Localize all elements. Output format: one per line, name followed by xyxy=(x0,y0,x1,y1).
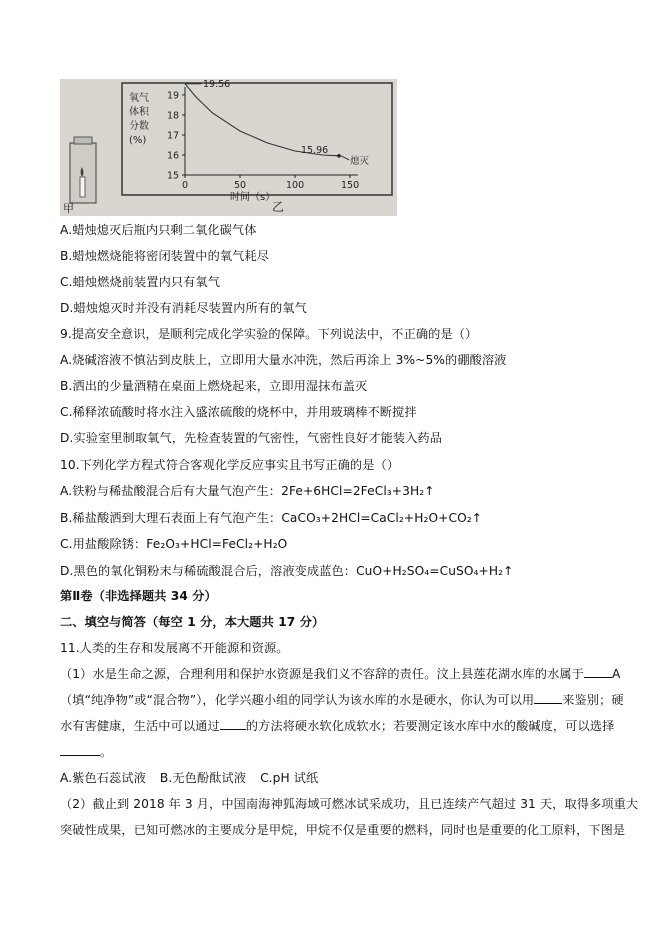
extinguish-leader xyxy=(341,156,349,160)
q10-option-c: C.用盐酸除锈：Fe₂O₃+HCl=FeCl₂+H₂O xyxy=(60,537,288,551)
blank-3[interactable] xyxy=(220,717,246,730)
chart-layer xyxy=(129,79,370,203)
q11-p1-line3 xyxy=(60,717,614,735)
y-tick-label: 19 xyxy=(167,90,180,102)
end-value-label: 15.96 xyxy=(301,144,329,156)
x-tick-label: 0 xyxy=(182,180,189,191)
x-tick-label: 150 xyxy=(341,180,360,191)
blank-2[interactable] xyxy=(534,691,562,704)
y-tick-label: 16 xyxy=(167,150,180,162)
q9-stem: 9.提高安全意识，是顺利完成化学实验的保障。下列说法中，不正确的是（） xyxy=(60,327,478,341)
q11-option-c: C.pH 试纸 xyxy=(260,771,319,785)
q11-p1-line3-a: 水有害健康，生活中可以通过 xyxy=(60,719,220,733)
q9-option-c: C.稀释浓硫酸时将水注入盛浓硫酸的烧杯中，并用玻璃棒不断搅拌 xyxy=(60,405,417,419)
q11-p2-line1: （2）截止到 2018 年 3 月，中国南海神狐海域可燃冰试采成功，且已连续产气超过 31 天，取得多项重大 xyxy=(60,797,639,811)
q9-option-b: B.洒出的少量酒精在桌面上燃烧起来，立即用湿抹布盖灭 xyxy=(60,379,368,393)
q8-option-d: D.蜡烛熄灭时并没有消耗尽装置内所有的氧气 xyxy=(60,301,307,315)
q11-options xyxy=(60,769,328,787)
q11-p1-line4 xyxy=(60,743,112,761)
x-axis-label: 时间（s） xyxy=(230,192,276,203)
q11-p1-line2-a: （填“纯净物”或“混合物”），化学兴趣小组的同学认为该水库的水是硬水，你认为可以用 xyxy=(60,693,535,707)
q10-option-d: D.黑色的氧化铜粉末与稀硫酸混合后，溶液变成蓝色：CuO+H₂SO₄=CuSO₄+H₂↑ xyxy=(60,564,514,578)
section2-title: 二、填空与简答（每空 1 分，本大题共 17 分） xyxy=(60,615,325,629)
q11-p1-line4-end: 。 xyxy=(100,745,113,759)
q10-option-a: A.铁粉与稀盐酸混合后有大量气泡产生：2Fe+6HCl=2FeCl₃+3H₂↑ xyxy=(60,484,435,498)
experiment-figure xyxy=(60,79,397,216)
extinguish-label: 熄灭 xyxy=(350,155,370,167)
q11-p1-line2 xyxy=(60,691,624,709)
q11-p1-line1-text: （1）水是生命之源，合理利用和保护水资源是我们义不容辞的责任。汶上县莲花湖水库的水属于 xyxy=(60,667,584,681)
y-axis-label-line: 氧气 xyxy=(129,93,149,104)
q11-p1-line3-b: 的方法将硬水软化成软水；若要测定该水库中水的酸碱度，可以选择 xyxy=(245,719,615,733)
jar-illustration xyxy=(70,137,96,203)
blank-1[interactable] xyxy=(584,665,612,678)
q10-option-b: B.稀盐酸洒到大理石表面上有气泡产生：CaCO₃+2HCl=CaCl₂+H₂O+CO₂↑ xyxy=(60,511,483,525)
q9-option-a: A.烧碱溶液不慎沾到皮肤上，立即用大量水冲洗，然后再涂上 3%~5%的硼酸溶液 xyxy=(60,353,507,367)
part2-title: 第Ⅱ卷（非选择题共 34 分） xyxy=(60,589,217,603)
end-point xyxy=(337,154,341,158)
q8-option-b: B.蜡烛燃烧能将密闭装置中的氧气耗尽 xyxy=(60,249,270,263)
figure-svg xyxy=(60,79,397,216)
q11-p1-line2-b: 来鉴别；硬 xyxy=(562,693,624,707)
x-tick-label: 100 xyxy=(286,180,305,191)
y-tick-label: 15 xyxy=(167,170,180,182)
q11-p1-line1-end: A xyxy=(611,667,621,681)
q9-option-d: D.实验室里制取氧气，先检查装置的气密性，气密性良好才能装入药品 xyxy=(60,431,443,445)
y-axis-label-line: 体积 xyxy=(129,107,149,118)
label-jia: 甲 xyxy=(63,202,74,215)
y-tick-label: 17 xyxy=(167,130,180,142)
y-axis-label-line: 分数 xyxy=(129,121,149,132)
start-value-label: 19.56 xyxy=(203,79,231,90)
q8-option-a: A.蜡烛熄灭后瓶内只剩二氧化碳气体 xyxy=(60,223,257,237)
q8-option-c: C.蜡烛燃烧前装置内只有氧气 xyxy=(60,275,221,289)
label-yi: 乙 xyxy=(272,200,285,214)
x-tick-label: 50 xyxy=(234,180,247,191)
y-tick-label: 18 xyxy=(167,110,180,122)
q11-option-a: A.紫色石蕊试液 xyxy=(60,771,146,785)
y-axis-label-line: (%) xyxy=(129,135,147,146)
q11-p1-line1 xyxy=(60,665,620,683)
q11-p2-line2: 突破性成果，已知可燃冰的主要成分是甲烷，甲烷不仅是重要的燃料，同时也是重要的化工原料，下图是 xyxy=(60,823,626,837)
q11-stem: 11.人类的生存和发展离不开能源和资源。 xyxy=(60,641,289,655)
q11-option-b: B.无色酚酞试液 xyxy=(159,771,247,785)
blank-4[interactable] xyxy=(60,743,100,756)
q10-stem: 10.下列化学方程式符合客观化学反应事实且书写正确的是（） xyxy=(60,458,400,472)
